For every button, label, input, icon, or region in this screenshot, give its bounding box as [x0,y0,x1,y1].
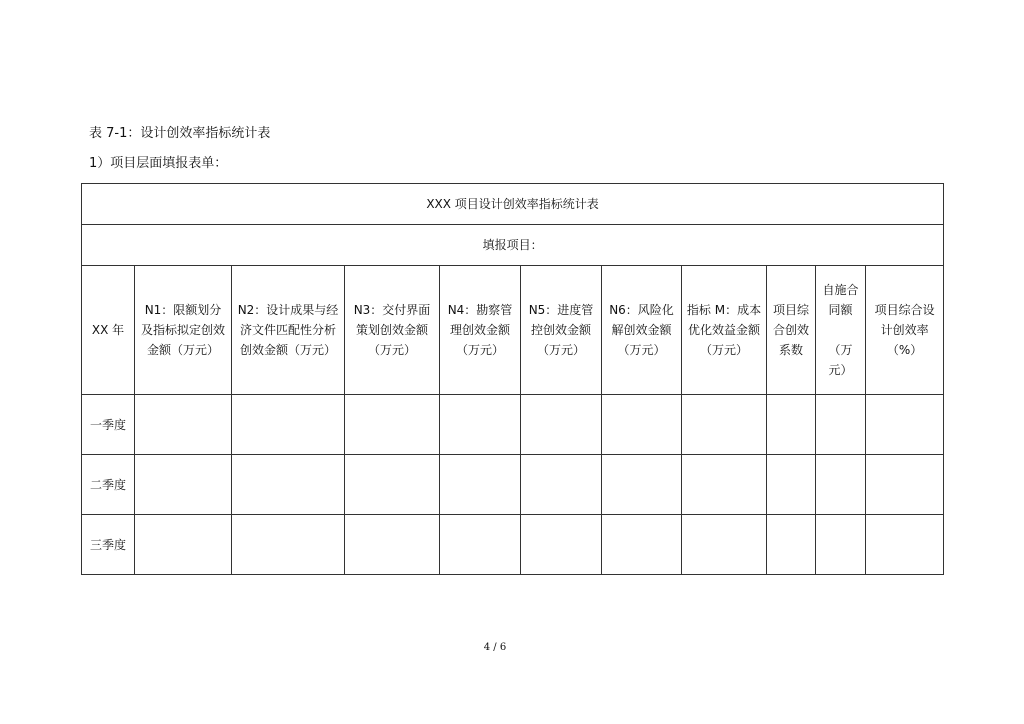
header-n4: N4：勘察管理创效金额（万元） [440,266,521,395]
table-cell[interactable] [232,515,345,575]
header-n3: N3：交付界面策划创效金额（万元） [345,266,440,395]
table-cell[interactable] [345,455,440,515]
page-number: 4 / 6 [483,642,507,653]
table-cell[interactable] [440,455,521,515]
table-cell[interactable] [767,515,816,575]
table-cell[interactable] [135,395,232,455]
table-cell[interactable] [521,515,602,575]
table-cell[interactable] [767,395,816,455]
table-cell[interactable] [816,515,866,575]
table-cell[interactable] [345,395,440,455]
table-title: XXX 项目设计创效率指标统计表 [82,184,944,225]
table-cell[interactable] [682,395,767,455]
table-cell[interactable] [767,455,816,515]
table-cell[interactable] [232,455,345,515]
header-n6: N6：风险化解创效金额（万元） [602,266,682,395]
header-n5: N5：进度管控创效金额（万元） [521,266,602,395]
table-cell[interactable] [816,455,866,515]
table-cell[interactable] [521,455,602,515]
header-contract-amount: 自施合同额 （万元） [816,266,866,395]
table-cell[interactable] [602,395,682,455]
table-cell[interactable] [232,395,345,455]
table-cell[interactable] [345,515,440,575]
table-cell[interactable] [440,515,521,575]
table-caption: 表 7-1：设计创效率指标统计表 [89,126,271,141]
header-n1: N1：限额划分及指标拟定创效金额（万元） [135,266,232,395]
table-cell[interactable] [866,395,944,455]
row-label-q1: 一季度 [82,395,135,455]
fill-project-label: 填报项目： [82,225,944,266]
table-cell[interactable] [682,455,767,515]
table-cell[interactable] [602,515,682,575]
table-cell[interactable] [816,395,866,455]
header-n2: N2：设计成果与经济文件匹配性分析创效金额（万元） [232,266,345,395]
header-coefficient: 项目综合创效系数 [767,266,816,395]
section-subcaption: 1）项目层面填报表单： [89,156,228,171]
table-cell[interactable] [440,395,521,455]
header-year: XX 年 [82,266,135,395]
table-cell[interactable] [521,395,602,455]
table-cell[interactable] [682,515,767,575]
table-cell[interactable] [135,455,232,515]
header-efficiency-rate: 项目综合设计创效率（%） [866,266,944,395]
table-cell[interactable] [135,515,232,575]
row-label-q3: 三季度 [82,515,135,575]
table-cell[interactable] [866,455,944,515]
table-cell[interactable] [602,455,682,515]
table-cell[interactable] [866,515,944,575]
header-indicator-m: 指标 M：成本优化效益金额（万元） [682,266,767,395]
row-label-q2: 二季度 [82,455,135,515]
efficiency-stats-table [81,183,944,575]
